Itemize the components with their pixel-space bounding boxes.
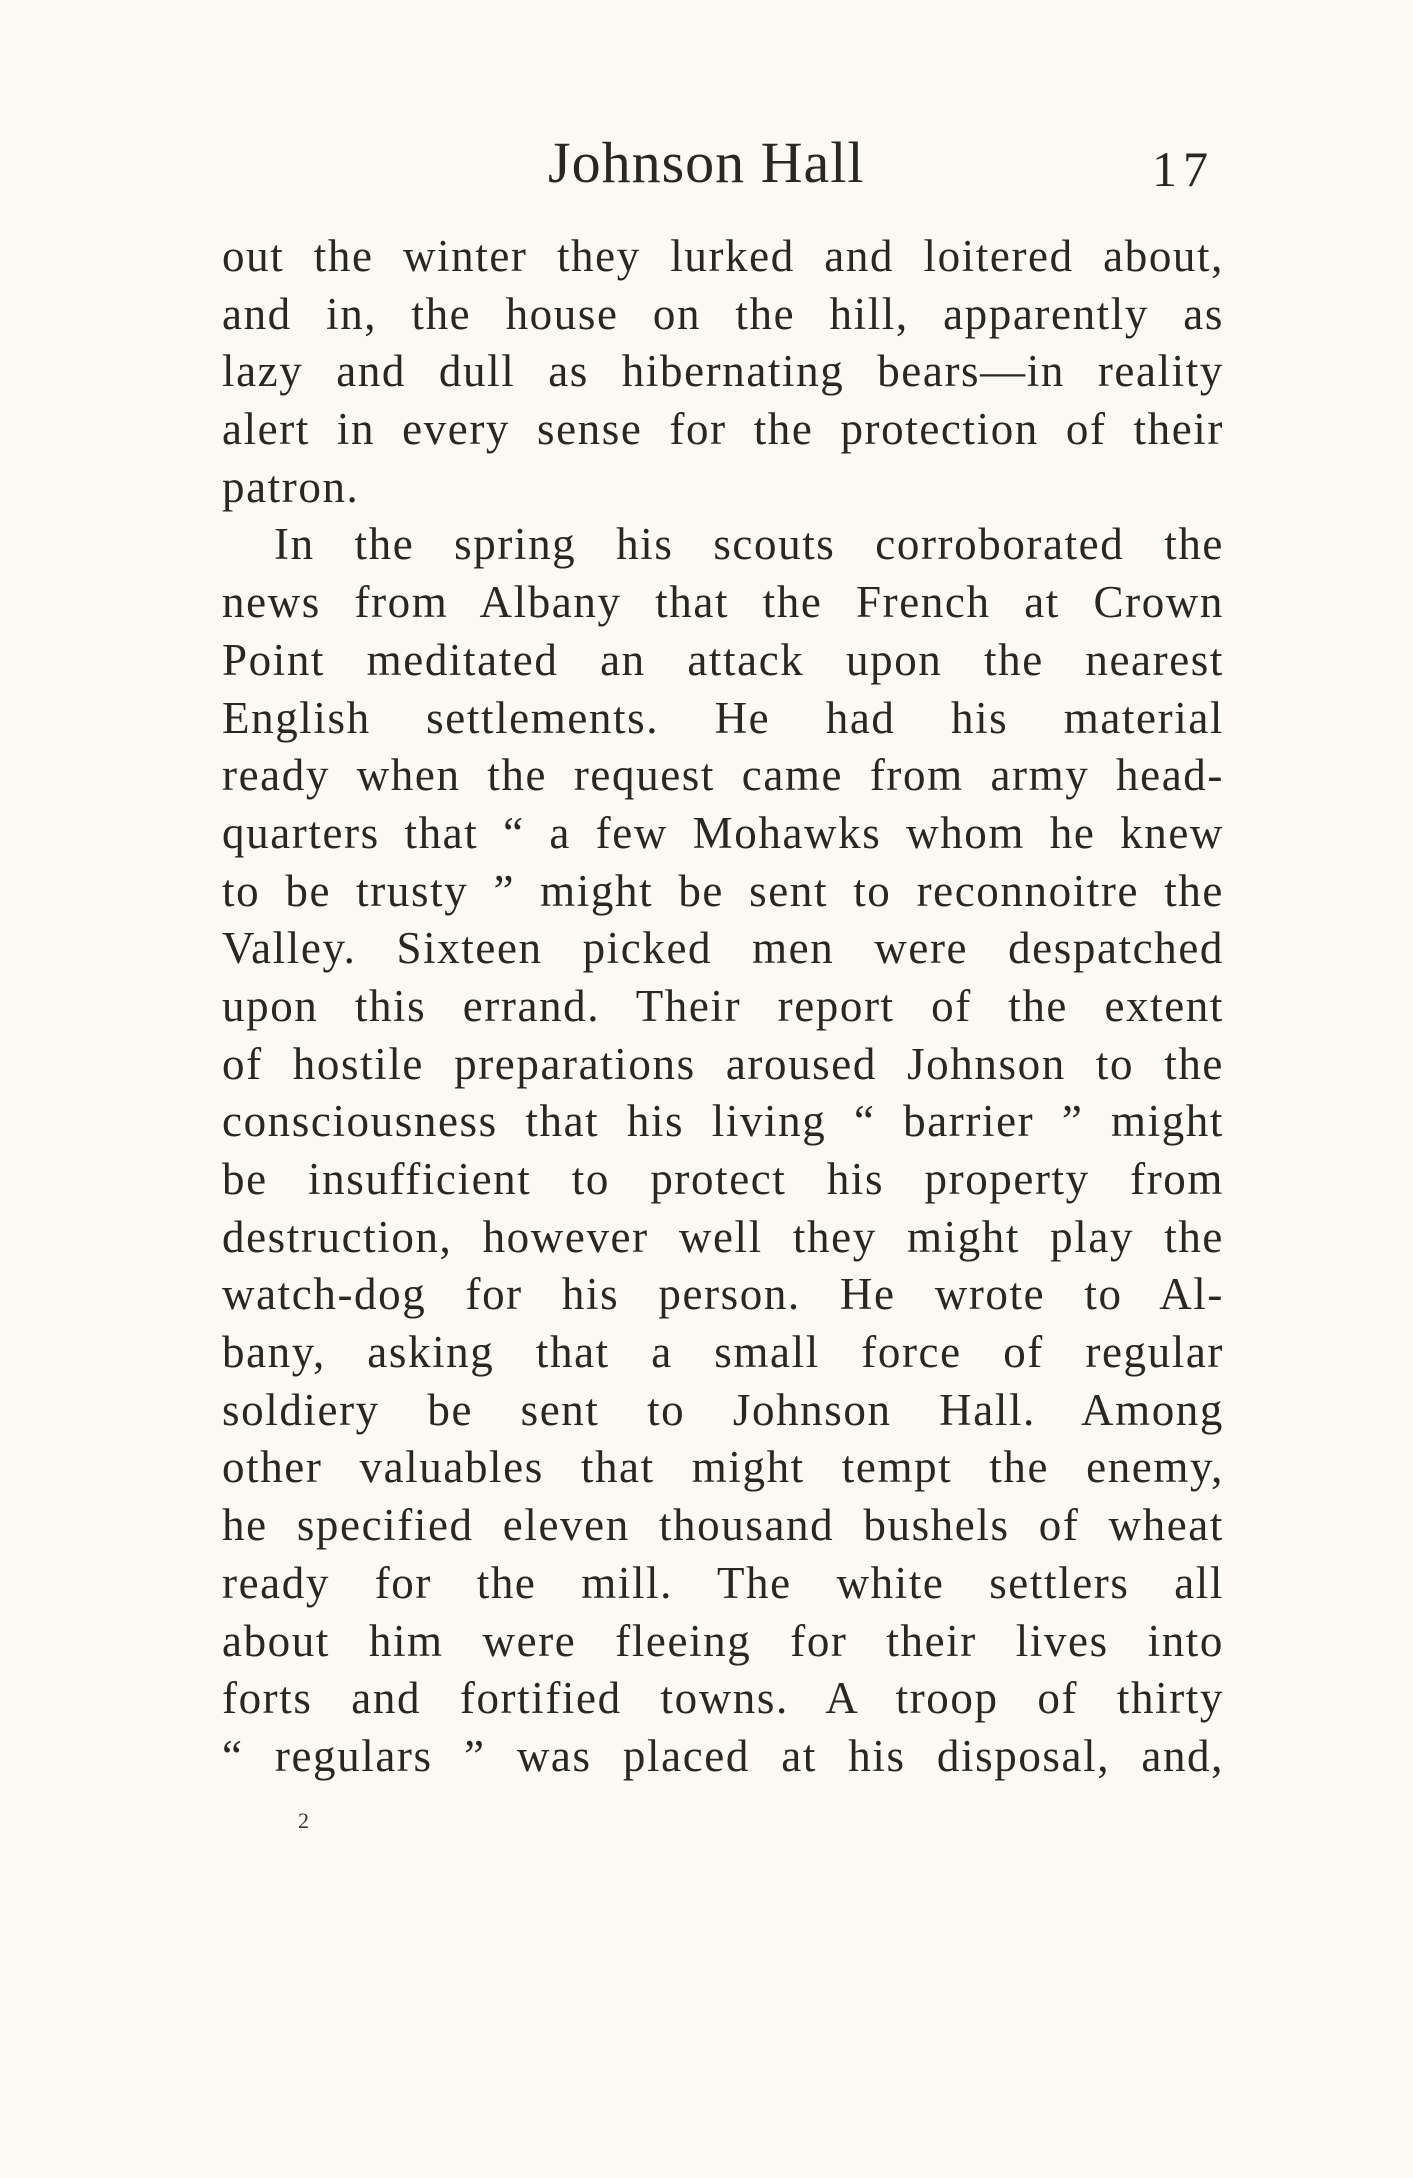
text-line: of hostile preparations aroused Johnson to the [222,1038,1224,1089]
text-line: bany, asking that a small force of regular [222,1327,1224,1378]
text-line: watch-dog for his person. He wrote to Al- [222,1269,1224,1320]
text-line: other valuables that might tempt the enemy, [222,1442,1224,1493]
running-title: Johnson Hall [548,130,865,195]
paragraph-start-line: In the spring his scouts corroborated the [274,519,1224,570]
text-line: destruction, however well they might play the [222,1211,1224,1262]
text-line: ready for the mill. The white settlers all [222,1557,1224,1608]
text-line: be insufficient to protect his property from [222,1154,1224,1204]
text-line: to be trusty ” might be sent to reconnoitre the [222,865,1224,916]
text-line: ready when the request came from army head- [222,750,1224,801]
page-header [0,128,1413,198]
text-line: patron. [222,461,360,512]
text-line: and in, the house on the hill, apparently as [222,288,1224,339]
signature-mark: 2 [298,1808,309,1833]
text-line: lazy and dull as hibernating bears—in reality [222,346,1224,397]
text-line: out the winter they lurked and loitered about, [222,231,1224,281]
text-line: soldiery be sent to Johnson Hall. Among [222,1384,1224,1435]
page-number: 17 [1152,141,1214,197]
text-line: forts and fortified towns. A troop of thirty [222,1673,1224,1724]
text-line: news from Albany that the French at Crown [222,577,1224,628]
text-line: English settlements. He had his material [222,692,1224,743]
text-line: upon this errand. Their report of the extent [222,980,1224,1031]
text-line: “ regulars ” was placed at his disposal, and, [222,1730,1224,1781]
text-line: Valley. Sixteen picked men were despatched [222,923,1224,974]
text-line: quarters that “ a few Mohawks whom he knew [222,807,1224,858]
text-line: he specified eleven thousand bushels of wheat [222,1500,1224,1551]
text-line: Point meditated an attack upon the nearest [222,634,1224,685]
text-line: about him were fleeing for their lives into [222,1615,1224,1666]
text-line: consciousness that his living “ barrier ” might [222,1096,1224,1147]
body-text [222,228,1224,1786]
text-line: alert in every sense for the protection of their [222,404,1224,455]
